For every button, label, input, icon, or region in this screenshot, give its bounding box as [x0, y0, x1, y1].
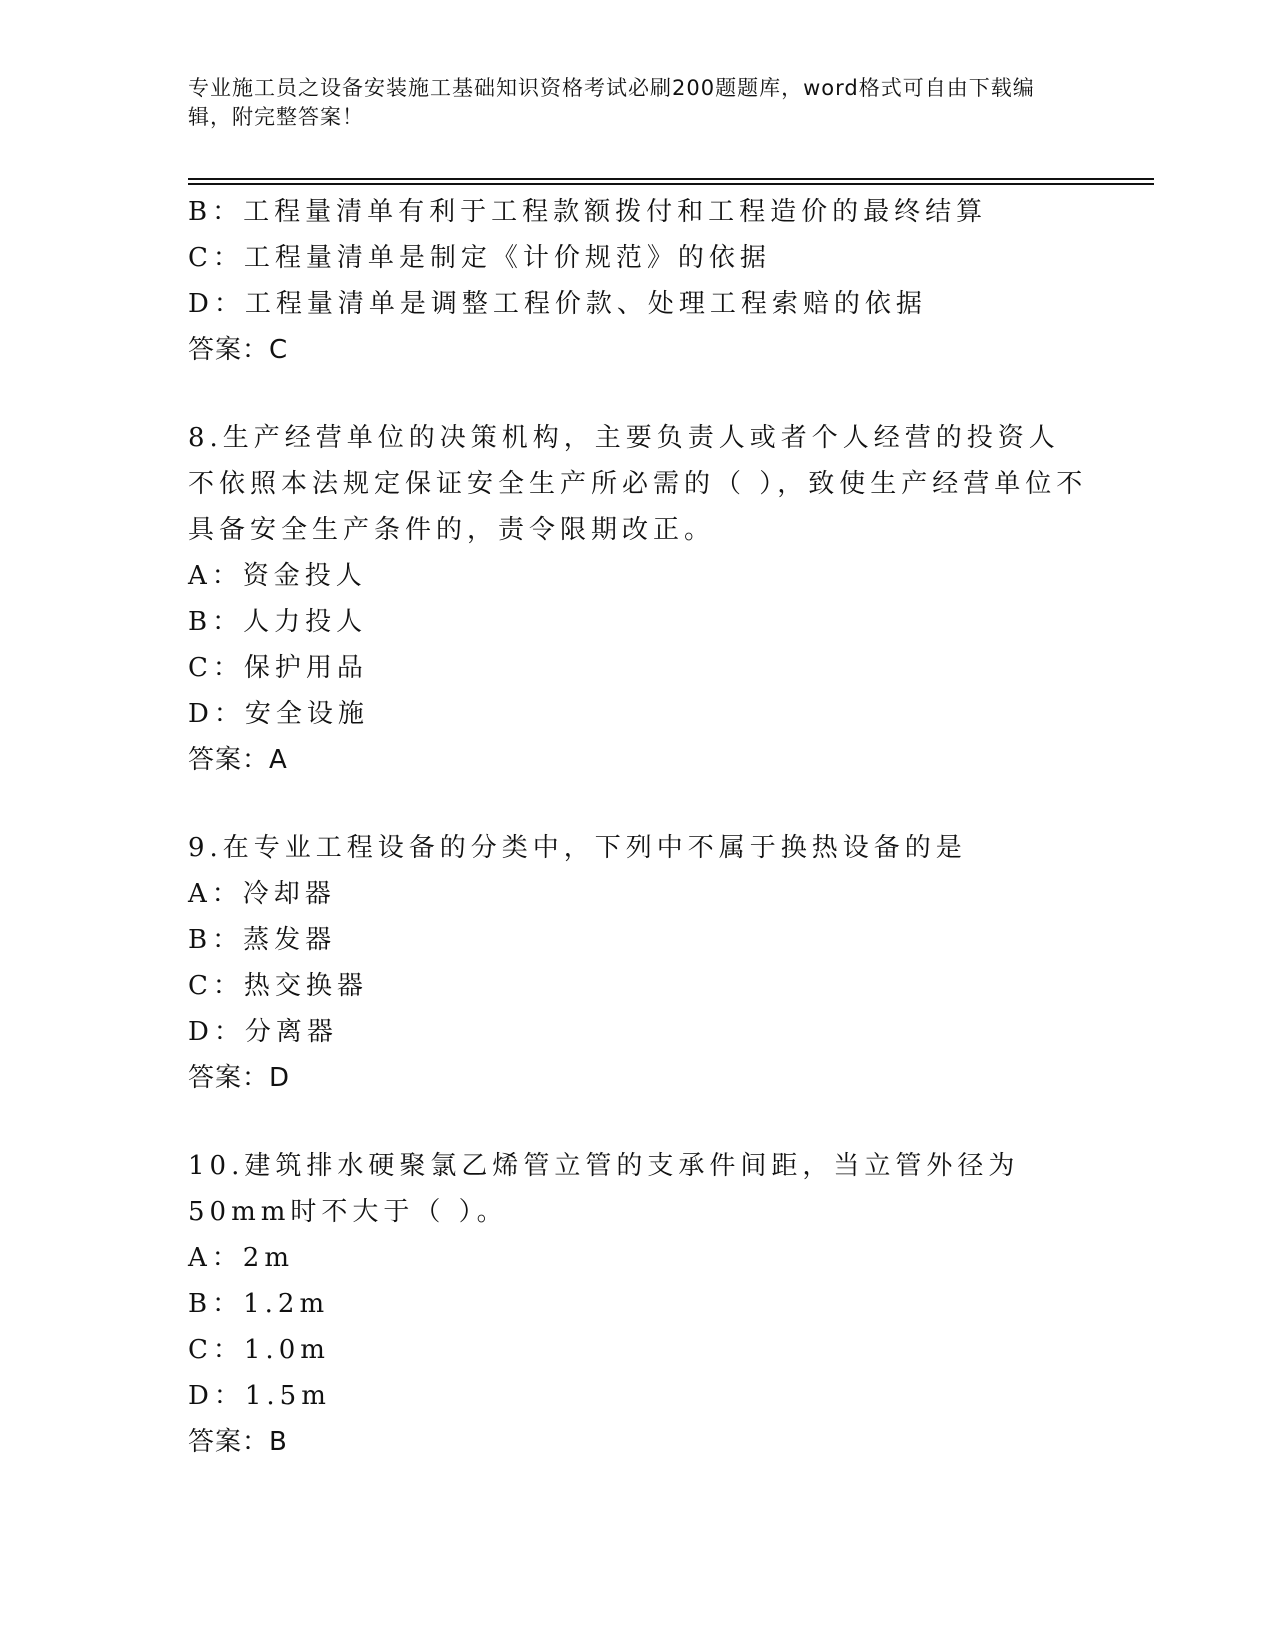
answer-line: 答案：C — [188, 335, 289, 365]
document-header: 专业施工员之设备安装施工基础知识资格考试必刷200题题库，word格式可自由下载编辑，附完整答案！ — [188, 76, 1035, 129]
option-c: C：保护用品 — [188, 653, 368, 683]
option-a: A：2m — [188, 1243, 294, 1273]
option-d: D：工程量清单是调整工程价款、处理工程索赔的依据 — [188, 289, 927, 319]
spacer — [188, 1101, 1108, 1143]
continued-question — [188, 189, 1108, 373]
header-divider-top — [188, 178, 1154, 180]
option-c: C：工程量清单是制定《计价规范》的依据 — [188, 243, 771, 273]
question-stem: 9.在专业工程设备的分类中，下列中不属于换热设备的是 — [188, 833, 967, 863]
question-10 — [188, 1143, 1108, 1465]
option-b: B：工程量清单有利于工程款额拨付和工程造价的最终结算 — [188, 197, 988, 227]
option-d: D：1.5m — [188, 1381, 331, 1411]
option-c: C：热交换器 — [188, 971, 368, 1001]
question-8 — [188, 415, 1108, 783]
question-content — [188, 189, 1108, 1465]
answer-line: 答案：D — [188, 1063, 291, 1093]
spacer — [188, 783, 1108, 825]
question-stem: 8.生产经营单位的决策机构，主要负责人或者个人经营的投资人不依照本法规定保证安全生产所必需的（ ），致使生产经营单位不具备安全生产条件的，责令限期改正。 — [188, 423, 1088, 545]
question-stem: 10.建筑排水硬聚氯乙烯管立管的支承件间距，当立管外径为50mm时不大于（ ）。 — [188, 1151, 1020, 1227]
option-a: A：冷却器 — [188, 879, 336, 909]
header-divider-bottom — [188, 183, 1154, 185]
answer-line: 答案：A — [188, 745, 288, 775]
option-d: D：分离器 — [188, 1017, 338, 1047]
option-b: B：1.2m — [188, 1289, 330, 1319]
option-b: B：蒸发器 — [188, 925, 337, 955]
option-a: A：资金投人 — [188, 561, 367, 591]
option-c: C：1.0m — [188, 1335, 330, 1365]
question-9 — [188, 825, 1108, 1101]
option-d: D：安全设施 — [188, 699, 369, 729]
answer-line: 答案：B — [188, 1427, 288, 1457]
option-b: B：人力投人 — [188, 607, 368, 637]
spacer — [188, 373, 1108, 415]
